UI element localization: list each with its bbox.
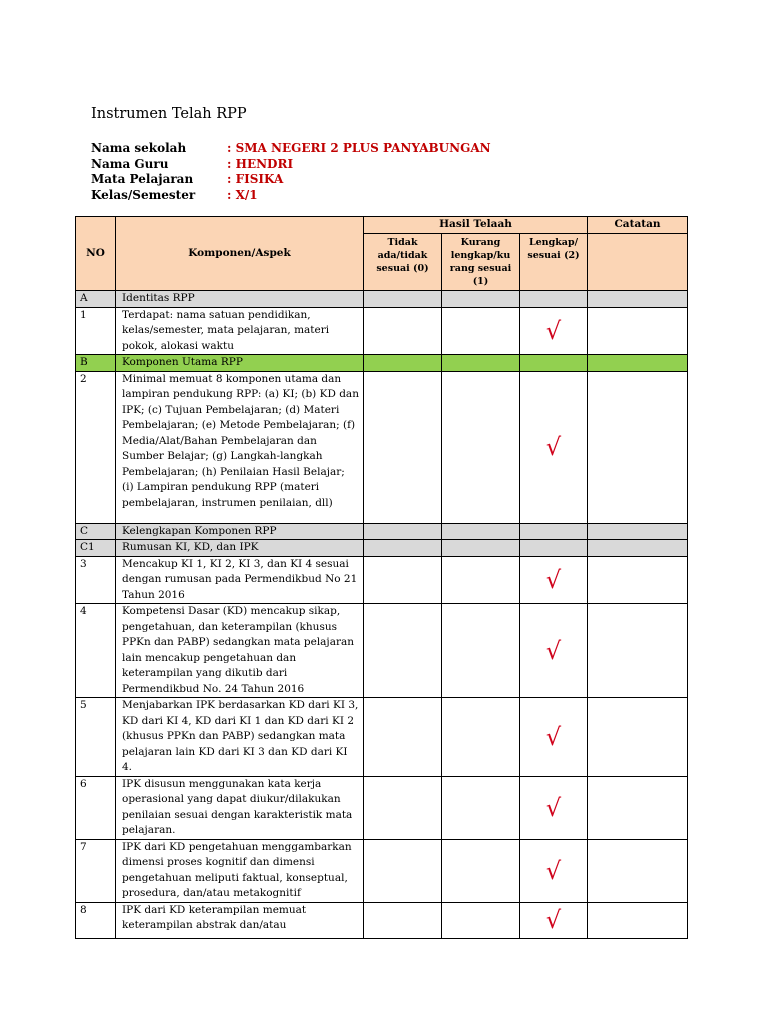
catatan-cell <box>588 776 688 839</box>
info-row-class <box>91 188 491 204</box>
row-no: 8 <box>76 902 116 938</box>
row-no: 1 <box>76 307 116 355</box>
document-title: Instrumen Telah RPP <box>91 106 247 122</box>
score-1-cell <box>442 839 520 902</box>
section-no: C1 <box>76 540 116 557</box>
score-0-cell <box>364 776 442 839</box>
table-row <box>76 371 688 523</box>
table-row <box>76 604 688 698</box>
score-0-cell <box>364 556 442 604</box>
check-icon: √ <box>520 698 588 777</box>
row-no: 4 <box>76 604 116 698</box>
table-row <box>76 839 688 902</box>
row-aspek: Terdapat: nama satuan pendidikan, kelas/semester, mata pelajaran, materi pokok, alokasi waktu <box>116 307 364 355</box>
header-score-0: Tidak ada/tidak sesuai (0) <box>364 234 442 291</box>
score-0-cell <box>364 902 442 938</box>
score-0-cell <box>364 307 442 355</box>
row-aspek: IPK dari KD keterampilan memuat keterampilan abstrak dan/atau <box>116 902 364 938</box>
catatan-cell <box>588 698 688 777</box>
info-label: Mata Pelajaran <box>91 172 194 186</box>
info-row-subject <box>91 172 491 188</box>
row-aspek: IPK disusun menggunakan kata kerja operasional yang dapat diukur/dilakukan penilaian sesuai dengan karakteristik mata pelajaran. <box>116 776 364 839</box>
catatan-cell <box>588 839 688 902</box>
section-no: C <box>76 523 116 540</box>
row-no: 2 <box>76 371 116 523</box>
section-no: A <box>76 291 116 308</box>
row-no: 3 <box>76 556 116 604</box>
catatan-cell <box>588 556 688 604</box>
score-1-cell <box>442 776 520 839</box>
row-aspek: Minimal memuat 8 komponen utama dan lampiran pendukung RPP: (a) KI; (b) KD dan IPK; (c) Tujuan Pembelajaran; (d) Materi Pembelajaran; (e) Metode Pembelajaran; (f) Media/Alat/Bahan Pembelajaran dan Sumber Belajar; (g) Langkah-langkah Pembelajaran; (h) Penilaian Hasil Belajar; (i) Lampiran pendukung RPP (materi pembelajaran, instrumen penilaian, dll) <box>116 371 364 523</box>
info-label: Kelas/Semester <box>91 187 196 202</box>
catatan-cell <box>588 604 688 698</box>
score-1-cell <box>442 307 520 355</box>
info-value: : HENDRI <box>227 156 294 171</box>
table-row <box>76 776 688 839</box>
row-aspek: Menjabarkan IPK berdasarkan KD dari KI 3, KD dari KI 4, KD dari KI 1 dan KD dari KI 2 (khusus PPKn dan PABP) sedangkan mata pelajaran lain KD dari KI 3 dan KD dari KI 4. <box>116 698 364 777</box>
score-1-cell <box>442 371 520 523</box>
score-1-cell <box>442 698 520 777</box>
table-row <box>76 902 688 938</box>
catatan-cell <box>588 307 688 355</box>
section-row <box>76 291 688 308</box>
section-no: B <box>76 355 116 372</box>
section-label: Komponen Utama RPP <box>116 355 364 372</box>
table-row <box>76 556 688 604</box>
header-catatan-blank <box>588 234 688 291</box>
header-no: NO <box>76 217 116 291</box>
review-table <box>75 216 688 939</box>
catatan-cell <box>588 371 688 523</box>
header-score-2: Lengkap/ sesuai (2) <box>520 234 588 291</box>
header-catatan: Catatan <box>588 217 688 234</box>
score-1-cell <box>442 604 520 698</box>
table-row <box>76 307 688 355</box>
info-row-teacher <box>91 157 491 173</box>
score-0-cell <box>364 698 442 777</box>
header-score-1: Kurang lengkap/ku rang sesuai (1) <box>442 234 520 291</box>
score-0-cell <box>364 371 442 523</box>
section-row <box>76 355 688 372</box>
row-aspek: Kompetensi Dasar (KD) mencakup sikap, pengetahuan, dan keterampilan (khusus PPKn dan PABP) sedangkan mata pelajaran lain mencakup pengetahuan dan keterampilan yang dikutib dari Permendikbud No. 24 Tahun 2016 <box>116 604 364 698</box>
info-value: : SMA NEGERI 2 PLUS PANYABUNGAN <box>227 141 491 155</box>
row-aspek: Mencakup KI 1, KI 2, KI 3, dan KI 4 sesuai dengan rumusan pada Permendikbud No 21 Tahun 2016 <box>116 556 364 604</box>
header-aspek: Komponen/Aspek <box>116 217 364 291</box>
section-label: Rumusan KI, KD, dan IPK <box>116 540 364 557</box>
check-icon: √ <box>520 307 588 355</box>
check-icon: √ <box>520 839 588 902</box>
row-aspek: IPK dari KD pengetahuan menggambarkan dimensi proses kognitif dan dimensi pengetahuan meliputi faktual, konseptual, prosedura, dan/atau metakognitif <box>116 839 364 902</box>
row-no: 6 <box>76 776 116 839</box>
check-icon: √ <box>520 556 588 604</box>
check-icon: √ <box>520 604 588 698</box>
info-label: Nama Guru <box>91 156 169 171</box>
info-value: : FISIKA <box>227 172 284 186</box>
info-row-school <box>91 141 491 157</box>
check-icon: √ <box>520 776 588 839</box>
score-0-cell <box>364 604 442 698</box>
section-row <box>76 540 688 557</box>
table-row <box>76 698 688 777</box>
section-label: Kelengkapan Komponen RPP <box>116 523 364 540</box>
info-value: : X/1 <box>227 187 258 202</box>
score-0-cell <box>364 839 442 902</box>
check-icon: √ <box>520 902 588 938</box>
score-1-cell <box>442 556 520 604</box>
check-icon: √ <box>520 371 588 523</box>
section-row <box>76 523 688 540</box>
section-label: Identitas RPP <box>116 291 364 308</box>
row-no: 5 <box>76 698 116 777</box>
info-label: Nama sekolah <box>91 141 187 155</box>
header-hasil-telaah: Hasil Telaah <box>364 217 588 234</box>
info-block <box>91 141 491 203</box>
row-no: 7 <box>76 839 116 902</box>
score-1-cell <box>442 902 520 938</box>
catatan-cell <box>588 902 688 938</box>
